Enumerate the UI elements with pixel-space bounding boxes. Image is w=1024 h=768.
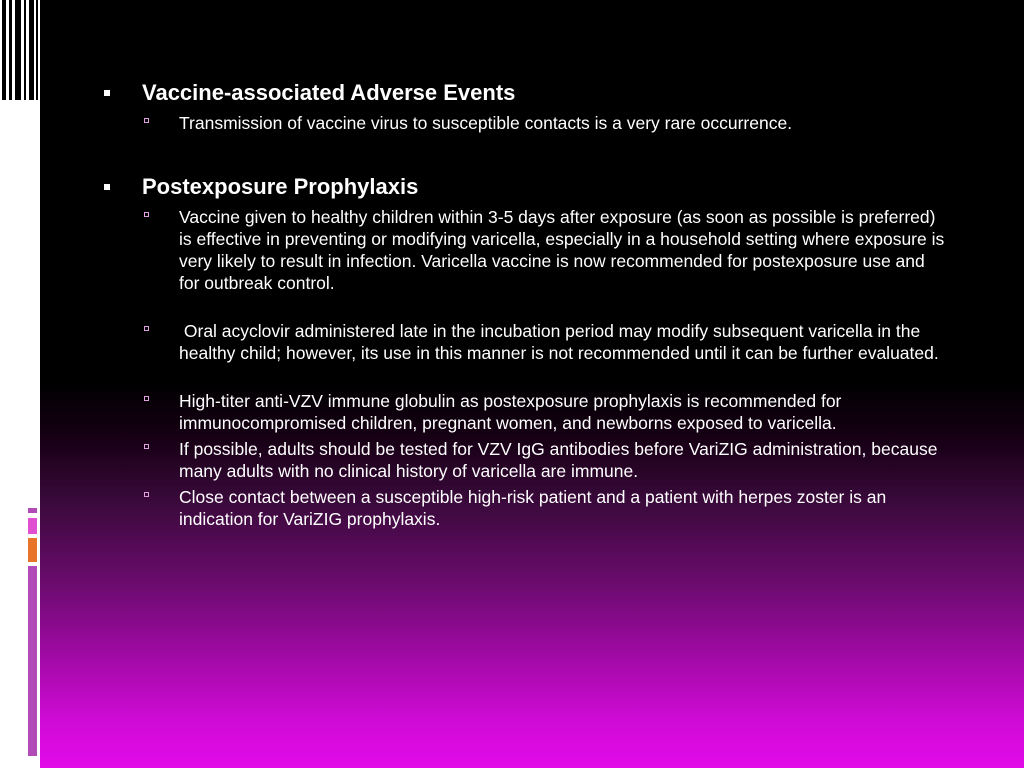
list-item-text: Transmission of vaccine virus to susceptible contacts is a very rare occurrence. xyxy=(179,113,793,133)
heading-postexposure-prophylaxis xyxy=(100,172,950,202)
hollow-square-bullet-icon xyxy=(144,118,149,123)
list-item xyxy=(100,390,950,434)
list-item-text: High-titer anti-VZV immune globulin as postexposure prophylaxis is recommended for immunocompromised children, pregnant women, and newborns exposed to varicella. xyxy=(179,391,842,433)
hollow-square-bullet-icon xyxy=(144,326,149,331)
hollow-square-bullet-icon xyxy=(144,212,149,217)
slide-content xyxy=(100,78,950,530)
list-item-text: Close contact between a susceptible high-risk patient and a patient with herpes zoster is an indication for VariZIG prophylaxis. xyxy=(179,487,887,529)
list-item-text: If possible, adults should be tested for VZV IgG antibodies before VariZIG administration, because many adults with no clinical history of varicella are immune. xyxy=(179,439,938,481)
side-color-markers xyxy=(28,508,38,758)
list-item xyxy=(100,320,950,364)
list-item xyxy=(100,438,950,482)
square-bullet-icon xyxy=(104,90,110,96)
list-item-text: Oral acyclovir administered late in the incubation period may modify subsequent varicella in the healthy child; however, its use in this manner is not recommended until it can be further evaluated. xyxy=(179,321,939,363)
heading-text: Vaccine-associated Adverse Events xyxy=(142,80,516,105)
heading-vaccine-adverse-events xyxy=(100,78,950,108)
hollow-square-bullet-icon xyxy=(144,492,149,497)
list-item xyxy=(100,486,950,530)
hollow-square-bullet-icon xyxy=(144,444,149,449)
left-decoration-strip xyxy=(0,0,40,768)
list-item xyxy=(100,112,950,134)
decorative-bars xyxy=(0,0,40,100)
list-item-text: Vaccine given to healthy children within 3-5 days after exposure (as soon as possible is preferred) is effective in preventing or modifying varicella, especially in a household setting where exposure is very likely to result in infection. Varicella vaccine is now recommended for postexposure use and for outbreak control. xyxy=(179,207,945,293)
list-item xyxy=(100,206,950,294)
hollow-square-bullet-icon xyxy=(144,396,149,401)
square-bullet-icon xyxy=(104,184,110,190)
heading-text: Postexposure Prophylaxis xyxy=(142,174,419,199)
